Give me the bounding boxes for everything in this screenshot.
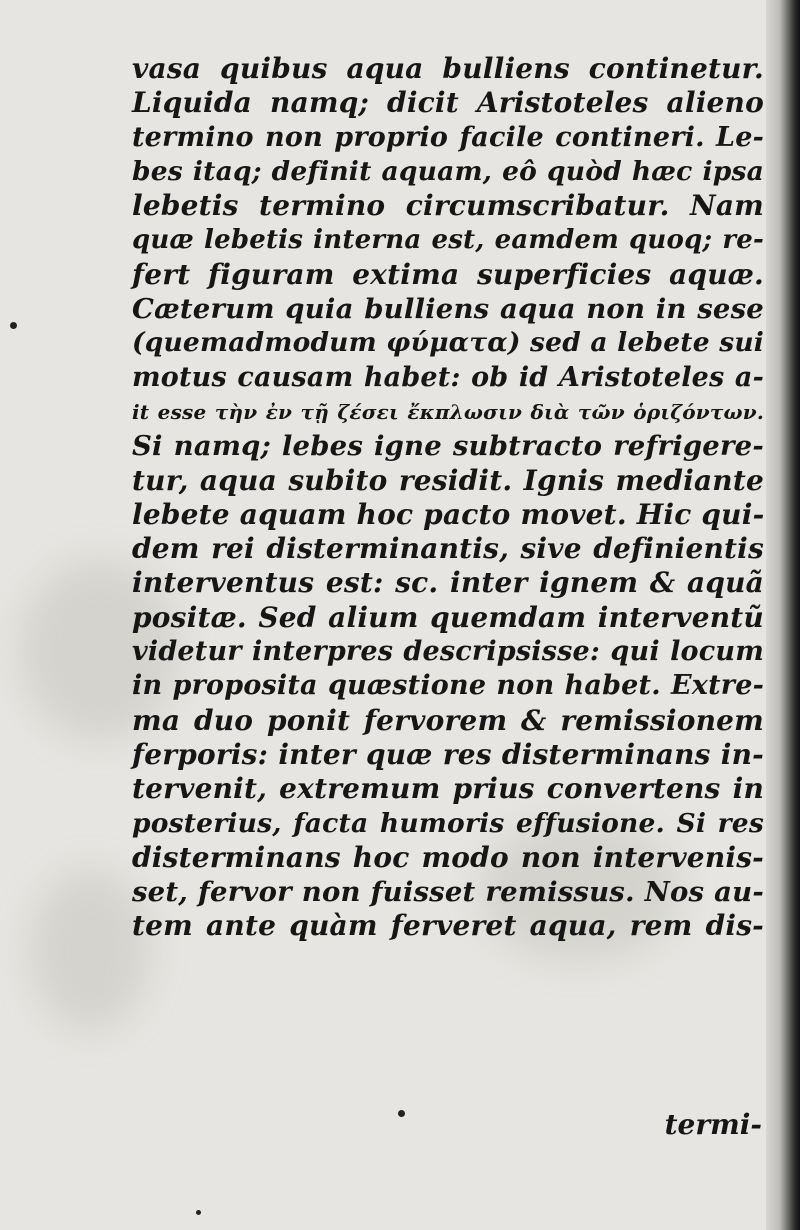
text-line: interventus est: sc. inter ignem & aquã (132, 566, 764, 600)
text-line: set, fervor non fuisset remissus. Nos au- (132, 876, 764, 909)
text-line: Cæterum quia bulliens aqua non in sese (132, 293, 764, 326)
text-line: tur, aqua subito residit. Ignis mediante (132, 463, 764, 497)
text-line: dem rei disterminantis, sive definientis (132, 532, 764, 566)
text-line: fert figuram extima superficies aquæ. (132, 257, 764, 291)
text-line: videtur interpres descripsisse: qui locum (132, 636, 764, 668)
text-line: lebete aquam hoc pacto movet. Hic qui- (132, 497, 765, 531)
body-text (132, 52, 764, 944)
text-line: Liquida namq; dicit Aristoteles alieno (132, 86, 764, 120)
text-line: Si namq; lebes igne subtracto refrigere- (132, 430, 764, 463)
ink-speck (196, 1210, 201, 1215)
text-line: positæ. Sed alium quemdam interventũ (132, 600, 764, 634)
text-line: it esse τὴν ἐν τῇ ζέσει ἔκπλωσιν διὰ τῶν ὁριζόντων. (132, 399, 764, 424)
catchword: termi- (664, 1108, 762, 1141)
text-line: quæ lebetis interna est, eamdem quoq; re- (132, 225, 764, 256)
text-line: posterius, facta humoris effusione. Si res (132, 807, 764, 839)
text-line: ma duo ponit fervorem & remissionem (132, 703, 764, 737)
text-line: in proposita quæstione non habet. Extre- (132, 670, 764, 702)
ink-speck (10, 322, 17, 329)
page-gutter (766, 0, 800, 1230)
text-line: tervenit, extremum prius convertens in (132, 772, 764, 806)
text-line: motus causam habet: ob id Aristoteles a- (132, 361, 764, 393)
text-line: lebetis termino circumscribatur. Nam (132, 189, 764, 223)
text-line: (quemadmodum φύματα) sed a lebete sui (132, 327, 765, 359)
text-line: ferporis: inter quæ res disterminans in- (132, 737, 764, 771)
text-line: bes itaq; definit aquam, eô quòd hæc ipsa (132, 155, 764, 187)
text-line: vasa quibus aqua bulliens continetur. (132, 52, 764, 85)
ink-speck (398, 1110, 405, 1117)
text-line: termino non proprio facile contineri. Le- (132, 121, 764, 153)
text-line: tem ante quàm ferveret aqua, rem dis- (132, 909, 764, 943)
text-line: disterminans hoc modo non intervenis- (132, 840, 764, 874)
